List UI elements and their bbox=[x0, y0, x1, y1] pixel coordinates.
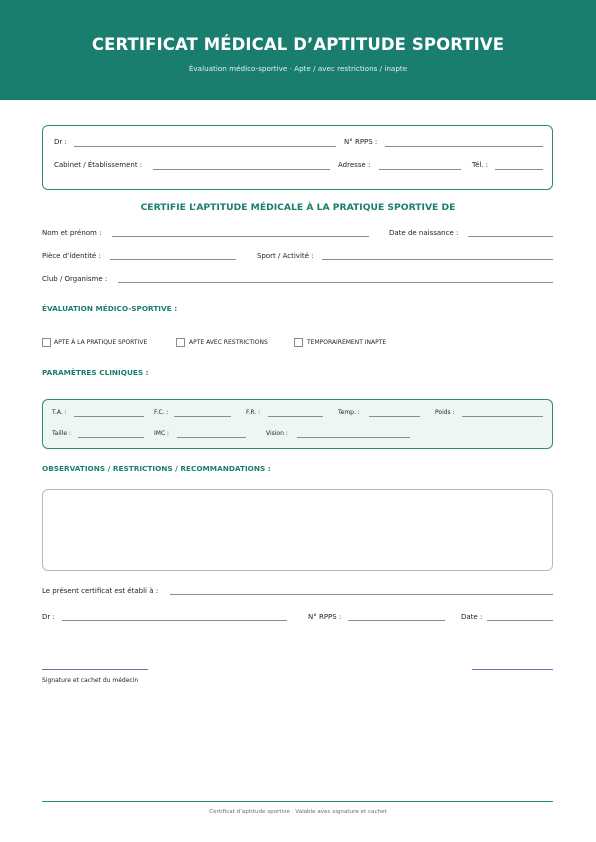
ta-label: T.A. : bbox=[52, 409, 67, 416]
tel-label: Tél. : bbox=[472, 161, 489, 169]
doctor-rpps-label: N° RPPS : bbox=[344, 138, 378, 146]
option-apte-restrictions-label: APTE AVEC RESTRICTIONS bbox=[189, 339, 268, 346]
vision-field[interactable] bbox=[297, 437, 410, 438]
birth-date-field[interactable] bbox=[468, 236, 553, 237]
temp-label: Temp. : bbox=[338, 409, 360, 416]
footer-rule bbox=[42, 801, 553, 802]
closing-date-label: Date : bbox=[461, 613, 483, 621]
fr-field[interactable] bbox=[268, 416, 323, 417]
observations-textarea[interactable] bbox=[42, 489, 553, 571]
fr-label: F.R. : bbox=[246, 409, 261, 416]
observations-heading: OBSERVATIONS / RESTRICTIONS / RECOMMANDATIONS : bbox=[42, 464, 271, 473]
temp-field[interactable] bbox=[369, 416, 420, 417]
height-field[interactable] bbox=[78, 437, 144, 438]
sport-label: Sport / Activité : bbox=[257, 252, 314, 260]
clinical-heading: PARAMÈTRES CLINIQUES : bbox=[42, 368, 149, 377]
patient-name-field[interactable] bbox=[112, 236, 369, 237]
tel-field[interactable] bbox=[495, 169, 543, 170]
cabinet-field[interactable] bbox=[153, 169, 330, 170]
closing-doctor-field[interactable] bbox=[62, 620, 287, 621]
stamp-line[interactable] bbox=[472, 669, 553, 670]
address-field[interactable] bbox=[379, 169, 461, 170]
club-field[interactable] bbox=[118, 282, 553, 283]
option-inapte-label: TEMPORAIREMENT INAPTE bbox=[307, 339, 387, 346]
cabinet-label: Cabinet / Établissement : bbox=[54, 161, 143, 169]
address-label: Adresse : bbox=[338, 161, 371, 169]
vision-label: Vision : bbox=[266, 430, 288, 437]
ta-field[interactable] bbox=[74, 416, 144, 417]
sport-field[interactable] bbox=[322, 259, 553, 260]
closing-doctor-label: Dr : bbox=[42, 613, 55, 621]
doctor-rpps-field[interactable] bbox=[385, 146, 543, 147]
option-apte-label: APTE À LA PRATIQUE SPORTIVE bbox=[54, 339, 148, 346]
established-at-field[interactable] bbox=[170, 594, 553, 595]
imc-label: IMC : bbox=[154, 430, 170, 437]
doctor-info-box bbox=[42, 125, 553, 190]
evaluation-heading: ÉVALUATION MÉDICO-SPORTIVE : bbox=[42, 304, 178, 313]
doctor-name-label: Dr : bbox=[54, 138, 67, 146]
fc-field[interactable] bbox=[174, 416, 231, 417]
weight-field[interactable] bbox=[462, 416, 543, 417]
imc-field[interactable] bbox=[177, 437, 246, 438]
closing-rpps-label: N° RPPS : bbox=[308, 613, 342, 621]
established-at-label: Le présent certificat est établi à : bbox=[42, 587, 159, 595]
certify-heading: CERTIFIE L’APTITUDE MÉDICALE À LA PRATIQUE SPORTIVE DE bbox=[140, 202, 456, 213]
birth-date-label: Date de naissance : bbox=[389, 229, 459, 237]
id-document-label: Pièce d’identité : bbox=[42, 252, 101, 260]
doctor-name-field[interactable] bbox=[74, 146, 336, 147]
document-title: CERTIFICAT MÉDICAL D’APTITUDE SPORTIVE bbox=[91, 35, 505, 54]
checkbox-apte[interactable] bbox=[42, 338, 51, 347]
checkbox-apte-restrictions[interactable] bbox=[176, 338, 185, 347]
document-subtitle: Évaluation médico-sportive · Apte / avec restrictions / inapte bbox=[188, 64, 408, 73]
footer-text: Certificat d’aptitude sportive · Valable avec signature et cachet bbox=[209, 809, 387, 815]
weight-label: Poids : bbox=[435, 409, 455, 416]
patient-name-label: Nom et prénom : bbox=[42, 229, 102, 237]
checkbox-temporairement-inapte[interactable] bbox=[294, 338, 303, 347]
id-document-field[interactable] bbox=[110, 259, 236, 260]
closing-rpps-field[interactable] bbox=[348, 620, 445, 621]
signature-line[interactable] bbox=[42, 669, 148, 670]
fc-label: F.C. : bbox=[154, 409, 169, 416]
height-label: Taille : bbox=[52, 430, 71, 437]
clinical-parameters-box bbox=[42, 399, 553, 449]
signature-caption: Signature et cachet du médecin bbox=[42, 677, 139, 684]
club-label: Club / Organisme : bbox=[42, 275, 108, 283]
closing-date-field[interactable] bbox=[487, 620, 553, 621]
